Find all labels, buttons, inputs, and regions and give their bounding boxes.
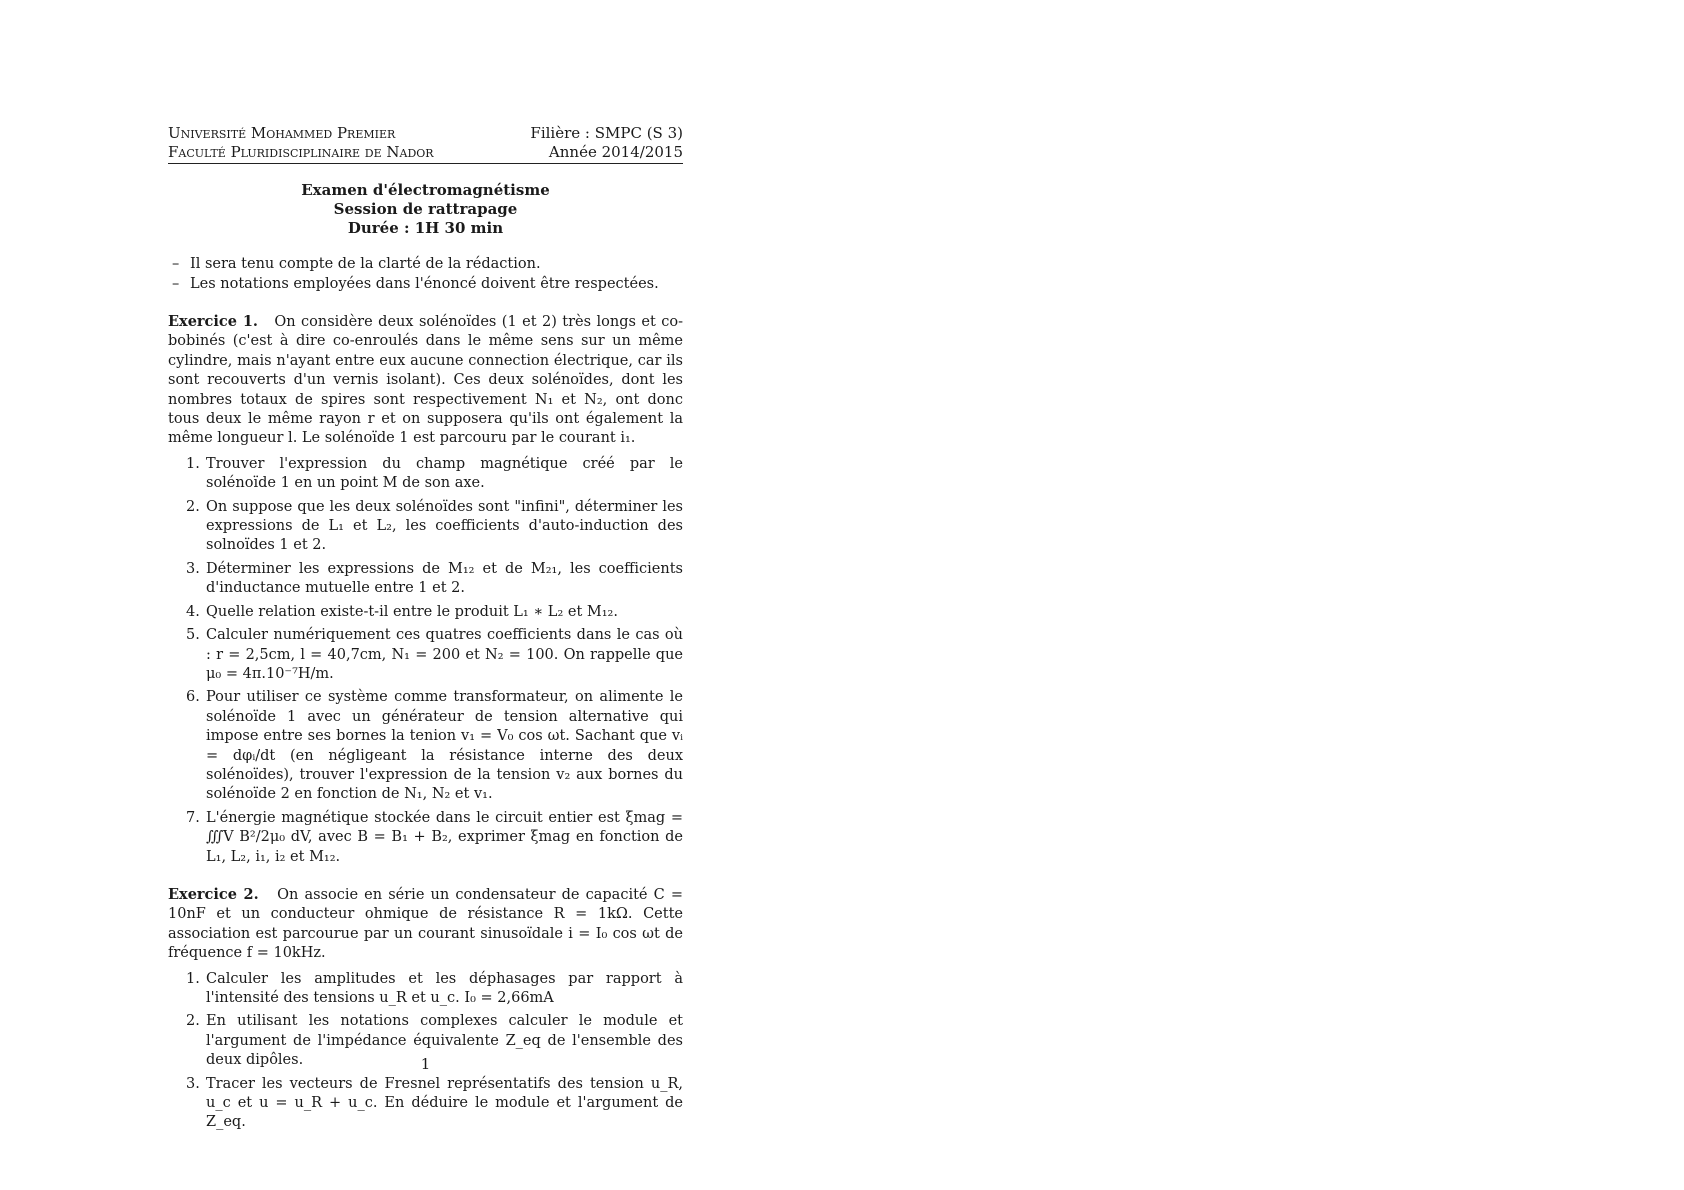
- university-name: Université Mohammed Premier: [168, 124, 396, 142]
- question-text: Quelle relation existe-t-il entre le produit L₁ ∗ L₂ et M₁₂.: [206, 603, 618, 620]
- question-text: Pour utiliser ce système comme transformateur, on alimente le solénoïde 1 avec un générateur de tension alternative qui impose entre ses bornes la tenion v₁ = V₀ cos ωt. Sachant que vᵢ = dφᵢ/dt (en négligeant la résistance interne des deux solénoïdes), trouver l'expression de la tension v₂ aux bornes du solénoïde 2 en fonction de N₁, N₂ et v₁.: [206, 689, 683, 803]
- question-item: 2. On suppose que les deux solénoïdes sont "infini", déterminer les expressions de L₁ et L₂, les coefficients d'auto-induction des solnoïdes 1 et 2.: [186, 498, 683, 554]
- question-text: Tracer les vecteurs de Fresnel représentatifs des tension u_R, u_c et u = u_R + u_c. En déduire le module et l'argument de Z_eq.: [206, 1075, 683, 1131]
- question-item: 2. En utilisant les notations complexes calculer le module et l'argument de l'impédance équivalente Z_eq de l'ensemble des deux dipôles.: [186, 1013, 683, 1069]
- exercise-1-questions: [186, 455, 683, 867]
- question-item: 4. Quelle relation existe-t-il entre le produit L₁ ∗ L₂ et M₁₂.: [186, 603, 618, 620]
- question-text: Calculer numériquement ces quatres coefficients dans le cas où : r = 2,5cm, l = 40,7cm, N₁ = 200 et N₂ = 100. On rappelle que μ₀ = 4π.10⁻⁷H/m.: [206, 627, 683, 682]
- question-item: 1. Trouver l'expression du champ magnétique créé par le solénoïde 1 en un point M de son axe.: [186, 455, 683, 492]
- question-item: 3. Déterminer les expressions de M₁₂ et de M₂₁, les coefficients d'inductance mutuelle entre 1 et 2.: [186, 560, 683, 597]
- exam-title: [168, 181, 683, 238]
- exercise-1-text: On considère deux solénoïdes (1 et 2) très longs et co-bobinés (c'est à dire co-enroulés dans le même sens sur un même cylindre, mais n'ayant entre eux aucune connection électrique, car ils sont recouverts d'un vernis isolant). Ces deux solénoïdes, dont les nombres totaux de spires sont respectivement N₁ et N₂, ont donc tous deux le même rayon r et on supposera qu'ils ont également la même longueur l. Le solénoïde 1 est parcouru par le courant i₁.: [168, 314, 684, 447]
- exercise-1-intro: [168, 312, 683, 449]
- exercise-2-questions: [186, 970, 683, 1133]
- question-item: 3. Tracer les vecteurs de Fresnel représentatifs des tension u_R, u_c et u = u_R + u_c. En déduire le module et l'argument de Z_eq.: [186, 1075, 683, 1131]
- exercise-2-text: On associe en série un condensateur de capacité C = 10nF et un conducteur ohmique de résistance R = 1kΩ. Cette association est parcourue par un courant sinusoïdale i = I₀ cos ωt de fréquence f = 10kHz.: [168, 886, 683, 962]
- faculty-name: Faculté Pluridisciplinaire de Nador: [168, 143, 434, 161]
- question-text: Déterminer les expressions de M₁₂ et de M₂₁, les coefficients d'inductance mutuelle entre 1 et 2.: [206, 560, 683, 597]
- question-text: En utilisant les notations complexes calculer le module et l'argument de l'impédance équivalente Z_eq de l'ensemble des deux dipôles.: [206, 1013, 683, 1069]
- page-header: [168, 124, 683, 164]
- title-line-3: Durée : 1H 30 min: [347, 219, 504, 237]
- exercise-2-intro: [168, 885, 683, 964]
- title-line-1: Examen d'électromagnétisme: [301, 181, 550, 199]
- question-text: L'énergie magnétique stockée dans le circuit entier est ξmag = ∭V B²/2μ₀ dV, avec B = B₁ + B₂, exprimer ξmag en fonction de L₁, L₂, i₁, i₂ et M₁₂.: [206, 809, 683, 865]
- program-label: Filière : SMPC (S 3): [530, 124, 683, 142]
- question-text: Calculer les amplitudes et les déphasages par rapport à l'intensité des tensions u_R et u_c. I₀ = 2,66mA: [206, 970, 683, 1006]
- question-item: 6. Pour utiliser ce système comme transformateur, on alimente le solénoïde 1 avec un générateur de tension alternative qui impose entre ses bornes la tenion v₁ = V₀ cos ωt. Sachant que vᵢ = dφᵢ/dt (en négligeant la résistance interne des deux solénoïdes), trouver l'expression de la tension v₂ aux bornes du solénoïde 2 en fonction de N₁, N₂ et v₁.: [186, 689, 683, 803]
- instructions-list: [190, 254, 683, 294]
- page-number: 1: [420, 1055, 431, 1073]
- academic-year: Année 2014/2015: [548, 143, 683, 161]
- instruction-item: – Il sera tenu compte de la clarté de la rédaction.: [190, 254, 683, 274]
- exam-page: [168, 124, 683, 1137]
- exercise-2-label: Exercice 2.: [168, 885, 259, 903]
- title-line-2: Session de rattrapage: [333, 200, 518, 218]
- question-item: 1. Calculer les amplitudes et les déphasages par rapport à l'intensité des tensions u_R et u_c. I₀ = 2,66mA: [186, 970, 683, 1006]
- exercise-1-label: Exercice 1.: [168, 313, 258, 330]
- question-text: Trouver l'expression du champ magnétique créé par le solénoïde 1 en un point M de son axe.: [206, 455, 683, 492]
- question-item: 5. Calculer numériquement ces quatres coefficients dans le cas où : r = 2,5cm, l = 40,7cm, N₁ = 200 et N₂ = 100. On rappelle que μ₀ = 4π.10⁻⁷H/m.: [186, 627, 683, 682]
- question-text: On suppose que les deux solénoïdes sont "infini", déterminer les expressions de L₁ et L₂, les coefficients d'auto-induction des solnoïdes 1 et 2.: [206, 498, 683, 554]
- question-item: 7. L'énergie magnétique stockée dans le circuit entier est ξmag = ∭V B²/2μ₀ dV, avec B = B₁ + B₂, exprimer ξmag en fonction de L₁, L₂, i₁, i₂ et M₁₂.: [186, 809, 683, 865]
- instruction-item: – Les notations employées dans l'énoncé doivent être respectées.: [190, 274, 683, 294]
